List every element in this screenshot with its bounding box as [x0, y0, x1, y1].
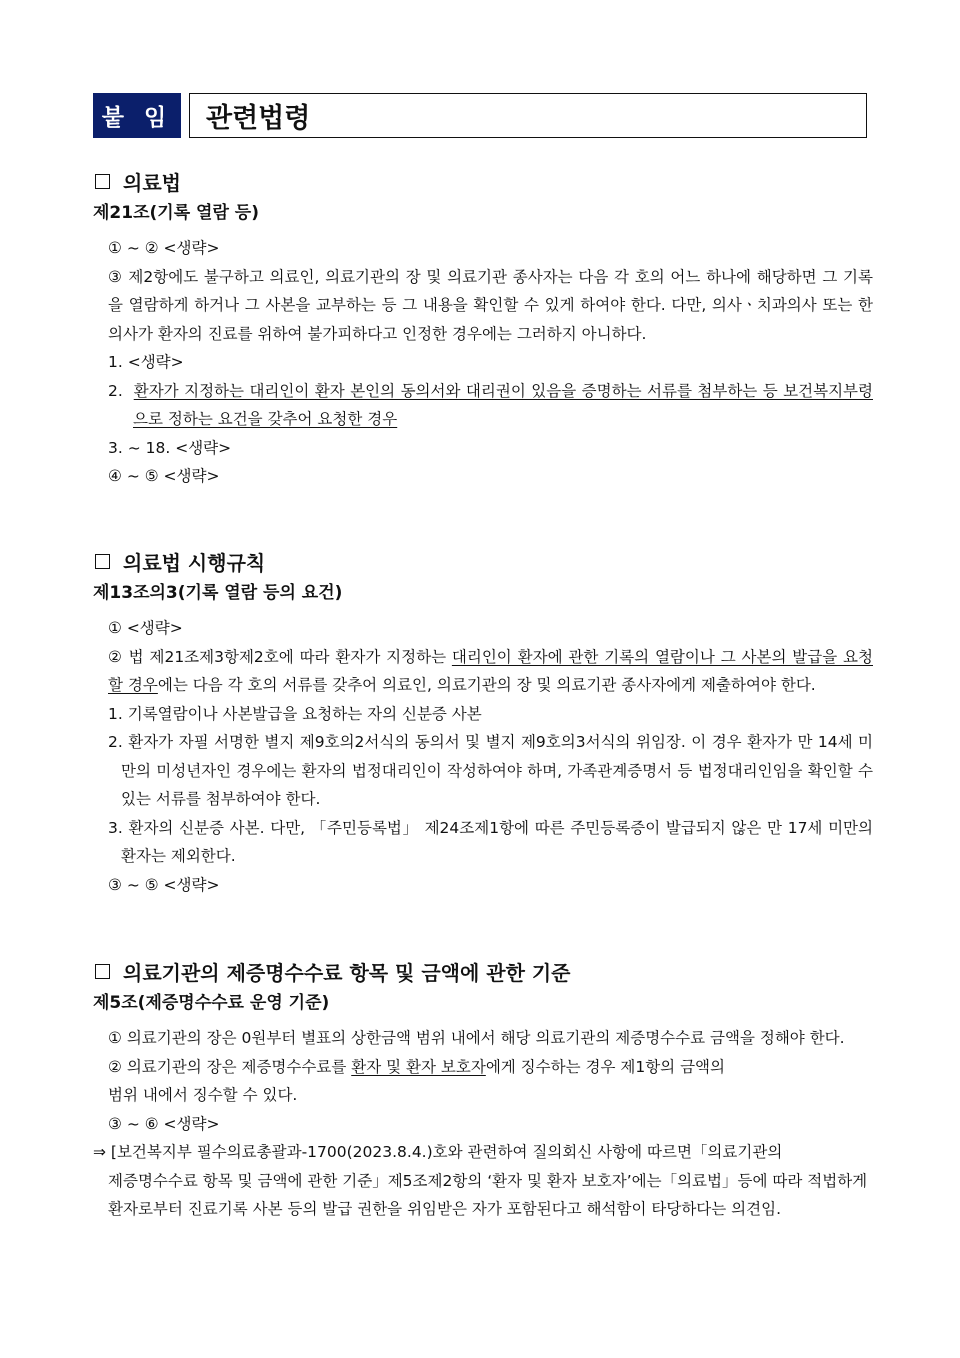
- clause: ① 의료기관의 장은 0원부터 별표의 상한금액 범위 내에서 해당 의료기관의 제증명수수료 금액을 정해야 한다.: [108, 1029, 845, 1047]
- article-title: 제5조(제증명수수료 운영 기준): [93, 993, 330, 1013]
- clause: ③ 제2항에도 불구하고 의료인, 의료기관의 장 및 의료기관 종사자는 다음 각 호의 어느 하나에 해당하면 그 기록을 열람하게 하거나 그 사본을 교부하는 등 그 내용을 확인할 수 있게 하여야 한다. 다만, 의사ㆍ치과의사 또는 한의사가 환자의 진료를 위하여 불가피하다고 인정한 경우에는 그러하지 아니하다.: [108, 267, 873, 343]
- attachment-badge: 붙 임: [93, 93, 181, 138]
- clause: ③ ~ ⑤ <생략>: [108, 875, 220, 894]
- article-title: 제13조의3(기록 열람 등의 요건): [93, 583, 343, 603]
- clause: 범위 내에서 징수할 수 있다.: [108, 1086, 298, 1104]
- section-heading: [93, 166, 873, 196]
- section-heading-text: 의료법: [123, 170, 181, 195]
- note-body: 제증명수수료 항목 및 금액에 관한 기준」제5조제2항의 ‘환자 및 환자 보호자’에는「의료법」등에 따라 적법하게 환자로부터 진료기록 사본 등의 발급 권한을 위임받은 자가 포함된다고 해석함이 타당하다는 의견임.: [108, 1171, 868, 1218]
- item: 3. ~ 18. <생략>: [108, 438, 232, 457]
- article-title: 제21조(기록 열람 등): [93, 203, 259, 223]
- clause-text: 에게 징수하는 경우 제1항의 금액의: [485, 1057, 726, 1076]
- item: 3. 환자의 신분증 사본. 다만, 「주민등록법」 제24조제1항에 따른 주민등록증이 발급되지 않은 만 17세 미만의 환자는 제외한다.: [108, 818, 873, 865]
- clause-text: ② 의료기관의 장은 제증명수수료를: [108, 1057, 352, 1076]
- square-bullet-icon: [95, 554, 110, 569]
- clause: [108, 1053, 873, 1082]
- underlined-text: 환자가 지정하는 대리인이 환자 본인의 동의서와 대리권이 있음을 증명하는 서류를 첨부하는 등 보건복지부령으로 정하는 요건을 갖추어 요청한 경우: [133, 381, 873, 428]
- item: 1. 기록열람이나 사본발급을 요청하는 자의 신분증 사본: [108, 704, 482, 723]
- clause-text: ② 법 제21조제3항제2호에 따라 환자가 지정하는: [108, 647, 452, 666]
- square-bullet-icon: [95, 174, 110, 189]
- square-bullet-icon: [95, 964, 110, 979]
- section-heading-text: 의료법 시행규칙: [123, 550, 266, 575]
- underlined-text: 대리인이 환자에 관한 기록의 열람이나 그 사본의 발급을 요청할 경우: [108, 647, 873, 694]
- clause-text: 에는 다음 각 호의 서류를 갖추어 의료인, 의료기관의 장 및 의료기관 종사자에게 제출하여야 한다.: [157, 676, 816, 694]
- reference-note: [93, 1138, 873, 1224]
- clause: ① <생략>: [108, 619, 183, 637]
- section-heading: [93, 546, 873, 576]
- page-title: 관련법령: [189, 93, 867, 138]
- section-enforcement-rule: [93, 546, 873, 899]
- clause: ① ~ ② <생략>: [108, 239, 220, 257]
- item: 1. <생략>: [108, 353, 184, 371]
- section-medical-act: [93, 166, 873, 491]
- item-number: 2.: [108, 381, 123, 400]
- clause: ③ ~ ⑥ <생략>: [108, 1114, 220, 1133]
- underlined-text: 환자 및 환자 보호자: [351, 1057, 486, 1076]
- attachment-header: [93, 93, 867, 138]
- section-fee-standard: [93, 956, 873, 1224]
- item: 2. 환자가 자필 서명한 별지 제9호의2서식의 동의서 및 별지 제9호의3서식의 위임장. 이 경우 환자가 만 14세 미만의 미성년자인 경우에는 환자의 법정대리인이 작성하여야 하며, 가족관계증명서 등 법정대리인임을 확인할 수 있는 서류를 첨부하여야 한다.: [108, 733, 873, 808]
- clause: ④ ~ ⑤ <생략>: [108, 467, 220, 485]
- note-first-line: ⇒ [보건복지부 필수의료총괄과-1700(2023.8.4.)호와 관련하여 질의회신 사항에 따르면「의료기관의: [93, 1143, 783, 1161]
- clause: [108, 643, 873, 700]
- item-underlined: [108, 377, 873, 434]
- section-heading: [93, 956, 873, 986]
- section-heading-text: 의료기관의 제증명수수료 항목 및 금액에 관한 기준: [123, 960, 571, 985]
